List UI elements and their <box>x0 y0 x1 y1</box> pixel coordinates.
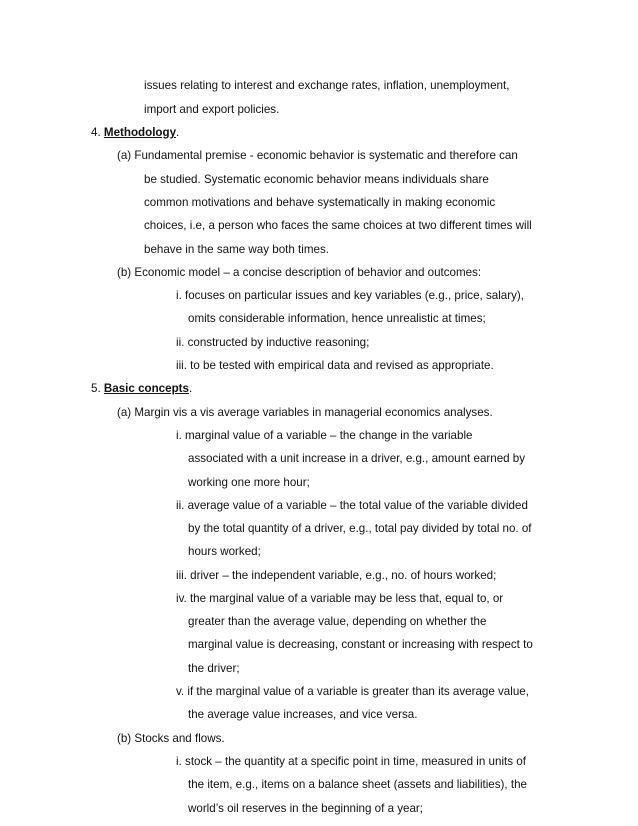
s5a-i-line-1: i. marginal value of a variable – the change in the variable <box>176 429 473 442</box>
s5a-ii-line-3: hours worked; <box>188 545 261 558</box>
s5a-iv-line-3: marginal value is decreasing, constant or increasing with respect to <box>188 638 533 651</box>
s4a-line-4: choices, i.e, a person who faces the same choices at two different times will <box>144 219 532 232</box>
s5b-i-line-3: world’s oil reserves in the beginning of a year; <box>188 802 424 815</box>
s4b-i-line-2: omits considerable information, hence unrealistic at times; <box>188 312 486 325</box>
section-4-heading-line <box>91 126 179 140</box>
section-4-number: 4. <box>91 126 101 139</box>
s4a-line-3: common motivations and behave systematically in making economic <box>144 196 496 209</box>
s5a-i-line-3: working one more hour; <box>188 476 310 489</box>
section-5-heading-line <box>91 382 192 396</box>
s5a-ii-line-2: by the total quantity of a driver, e.g., total pay divided by total no. of <box>188 522 532 535</box>
s5a-v-line-2: the average value increases, and vice versa. <box>188 708 418 721</box>
s5a-v-line-1: v. if the marginal value of a variable is greater than its average value, <box>176 685 529 698</box>
intro-line-1: issues relating to interest and exchange rates, inflation, unemployment, <box>144 79 510 92</box>
section-5-heading: Basic concepts <box>103 382 189 395</box>
s4b-ii-line: ii. constructed by inductive reasoning; <box>176 336 370 349</box>
s5b-line-1: (b) Stocks and flows. <box>117 732 225 745</box>
s5b-i-line-1: i. stock – the quantity at a specific point in time, measured in units of <box>176 755 526 768</box>
s5a-iv-line-2: greater than the average value, depending on whether the <box>188 615 487 628</box>
section-4-period: . <box>176 126 180 139</box>
s5b-i-line-2: the item, e.g., items on a balance sheet (assets and liabilities), the <box>188 778 527 791</box>
intro-line-2: import and export policies. <box>144 103 280 116</box>
s5a-iii-line: iii. driver – the independent variable, e.g., no. of hours worked; <box>176 569 497 582</box>
s4b-i-line-1: i. focuses on particular issues and key variables (e.g., price, salary), <box>176 289 524 302</box>
s4a-line-5: behave in the same way both times. <box>144 243 329 256</box>
section-5-number: 5. <box>91 382 101 395</box>
s5a-i-line-2: associated with a unit increase in a driver, e.g., amount earned by <box>188 452 526 465</box>
s5a-iv-line-1: iv. the marginal value of a variable may be less that, equal to, or <box>176 592 504 605</box>
s5a-line-1: (a) Margin vis a vis average variables in managerial economics analyses. <box>117 406 493 419</box>
s4a-line-1: (a) Fundamental premise - economic behavior is systematic and therefore can <box>117 149 518 162</box>
s5a-iv-line-4: the driver; <box>188 662 240 675</box>
section-5-period: . <box>188 382 193 395</box>
s5a-ii-line-1: ii. average value of a variable – the total value of the variable divided <box>176 499 528 512</box>
s4b-iii-line: iii. to be tested with empirical data and revised as appropriate. <box>176 359 494 372</box>
section-4-heading: Methodology <box>103 126 177 139</box>
s4b-line-1: (b) Economic model – a concise description of behavior and outcomes: <box>117 266 482 279</box>
s4a-line-2: be studied. Systematic economic behavior means individuals share <box>144 173 489 186</box>
